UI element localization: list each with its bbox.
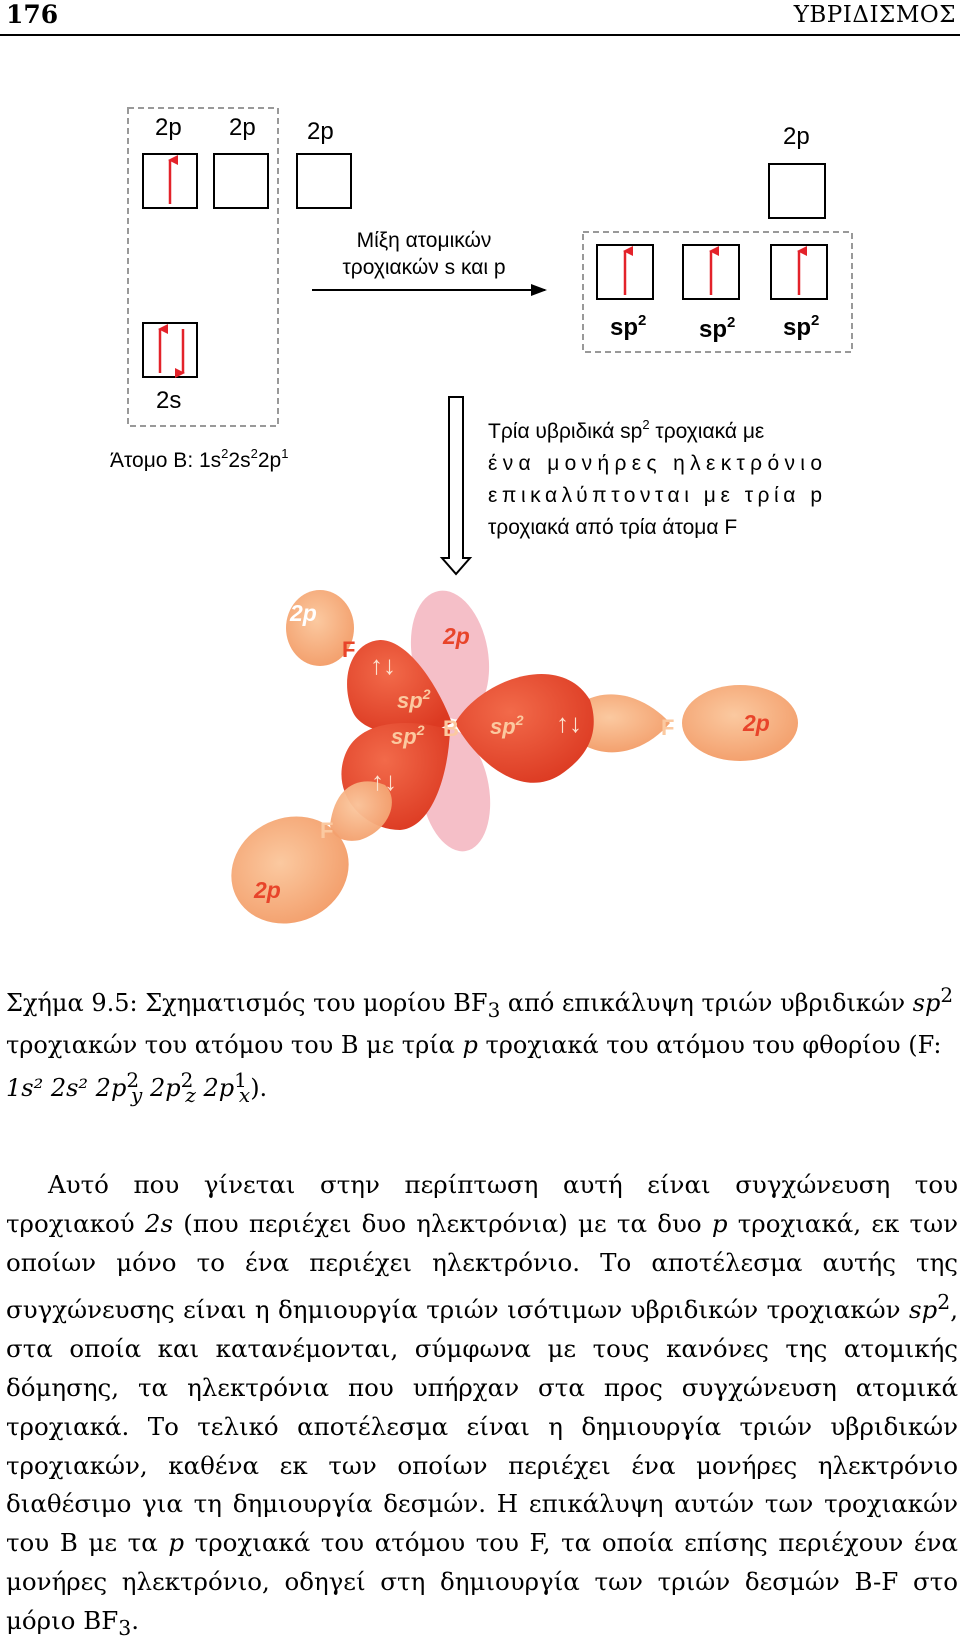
atom-f-label-right: F [661, 715, 675, 740]
orbital-box-2p-2 [214, 154, 268, 208]
electron-pair-arrows-icon: ↑↓ [371, 766, 397, 796]
label-2s: 2s [156, 387, 182, 414]
down-arrow-icon [442, 397, 470, 574]
label-2p-2: 2p [229, 114, 256, 141]
label-sp2-3: $sp^2$ [783, 312, 820, 341]
f-right-2p-lobe [682, 685, 798, 761]
orbital-box-2s [143, 323, 197, 377]
mixing-text-line2: τροχιακών s και p [342, 256, 506, 279]
hybrid-text-line3: επικαλύπτονται με τρία p [488, 484, 822, 507]
molecule-label-2p-2: 2p [443, 623, 470, 649]
atom-f-label-top: F [342, 637, 356, 662]
atom-f-label-bottom: F [320, 818, 334, 843]
caption-label: Σχήμα 9.5: [6, 989, 138, 1017]
electron-pair-arrows-icon: ↑↓ [370, 650, 396, 680]
electron-pair-arrows-icon: ↑↓ [556, 708, 582, 738]
label-sp2-1: $sp^2$ [610, 312, 647, 341]
molecule-label-2p-3: 2p [743, 710, 770, 736]
page-header [0, 0, 960, 36]
label-sp2-2: $sp^2$ [699, 314, 736, 343]
orbital-box-2p-3 [297, 154, 351, 208]
figure-hybridization [0, 40, 960, 940]
molecule-label-2p-4: 2p [254, 877, 281, 903]
atom-b-label: B [443, 716, 459, 741]
body-paragraph: Αυτό που γίνεται στην περίπτωση αυτή είναι συγχώνευση του τροχιακού 2s (που περιέχει δυο ηλεκτρόνια) με τα δυο p τροχιακά, εκ των οποίων μόνο το ένα περιέχει ηλεκτρόνιο. Το αποτέλεσμα αυτής της συγχώνευσης είναι η δημιουργία τριών ισότιμων υβριδικών τροχιακών $sp^2$, στα οποία και κατανέμονται, σύμφωνα με τους κανόνες της ατομικής δόμησης, τα ηλεκτρόνια που υπήρχαν στα προς συγχώνευση ατομικά τροχιακά. Το τελικό αποτέλεσμα είναι η δημιουργία τριών υβριδικών τροχιακών, καθένα εκ των οποίων περιέχει ένα μονήρες ηλεκτρόνιο διαθέσιμο για τη δημιουργία δεσμών. Η επικάλυψη αυτών των τροχιακών του B με τα p τροχιακά του ατόμου του F, τα οποία επίσης περιέχουν ένα μονήρες ηλεκτρόνιο, οδηγεί στη δημιουργία των τριών δεσμών B-F στο μόριο $BF_3$. [6, 1170, 958, 1641]
label-2p-3: 2p [307, 118, 334, 145]
molecule-label-2p-1: 2p [290, 600, 317, 626]
orbital-box-2p-right [769, 164, 825, 218]
hybrid-text-line1: Τρία υβριδικά $sp^2$ τροχιακά με [488, 417, 765, 443]
figure-caption: Σχήμα 9.5: Σχηματισμός του μορίου $BF_3$ από επικάλυψη τριών υβριδικών $sp^2$ τροχιακών του ατόμου του B με τρία p τροχιακά του ατόμου του φθορίου (F: 1s² 2s² $2p^2_y$ $2p^2_z$ $2p^1_x$). [6, 983, 954, 1107]
mixing-text-line1: Μίξη ατομικών [356, 229, 492, 252]
page-number: 176 [6, 0, 59, 29]
running-title: ΥΒΡΙΔΙΣΜΟΣ [793, 2, 956, 28]
bf3-molecule [214, 584, 798, 940]
atom-b-dashed-frame [128, 108, 278, 426]
label-2p-1: 2p [155, 114, 182, 141]
hybrid-text-line2: ένα μονήρες ηλεκτρόνιο [488, 452, 822, 475]
molecule-label-sp2-1: $sp^2$ [397, 686, 431, 713]
atom-b-configuration: Άτομο B: $1s^22s^22p^1$ [110, 446, 289, 472]
orbital-diagram [0, 40, 960, 940]
molecule-label-sp2-3: $sp^2$ [490, 712, 524, 739]
hybrid-text-line4: τροχιακά από τρία άτομα F [488, 516, 738, 539]
label-2p-right: 2p [783, 123, 810, 150]
molecule-label-sp2-2: $sp^2$ [391, 722, 425, 749]
